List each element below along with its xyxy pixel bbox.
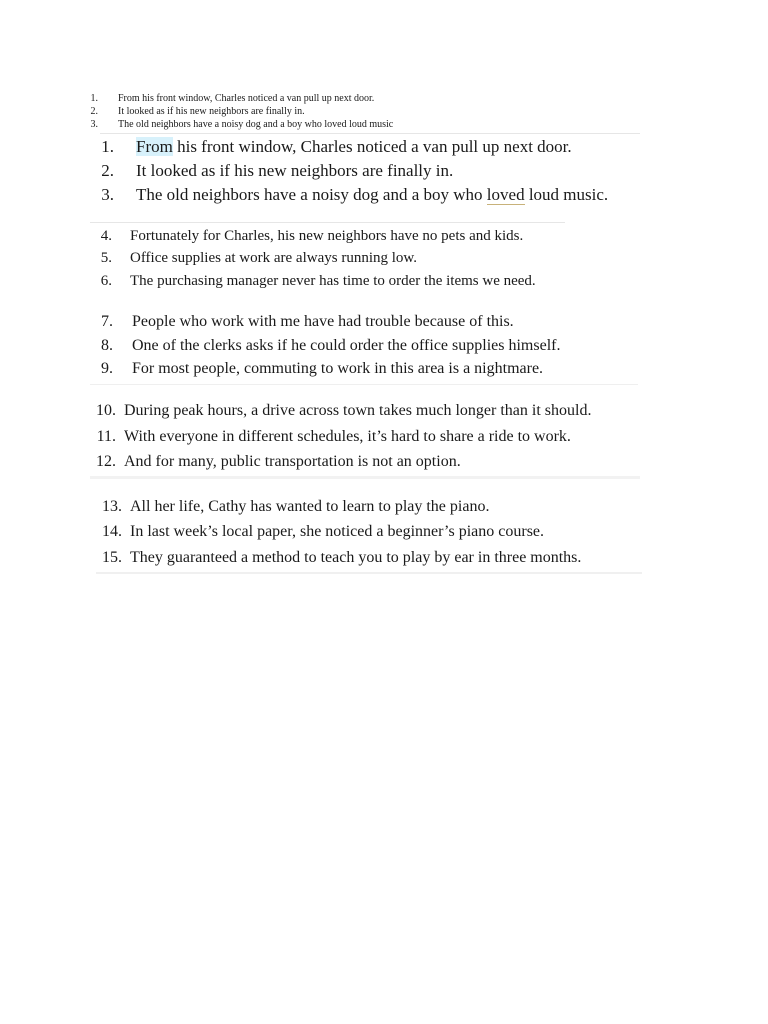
divider (100, 133, 640, 134)
divider (90, 476, 640, 479)
divider (90, 384, 638, 385)
divider (96, 572, 642, 574)
divider (90, 222, 565, 223)
underlined-word: loved (486, 185, 525, 204)
highlighted-word: From (136, 137, 173, 156)
